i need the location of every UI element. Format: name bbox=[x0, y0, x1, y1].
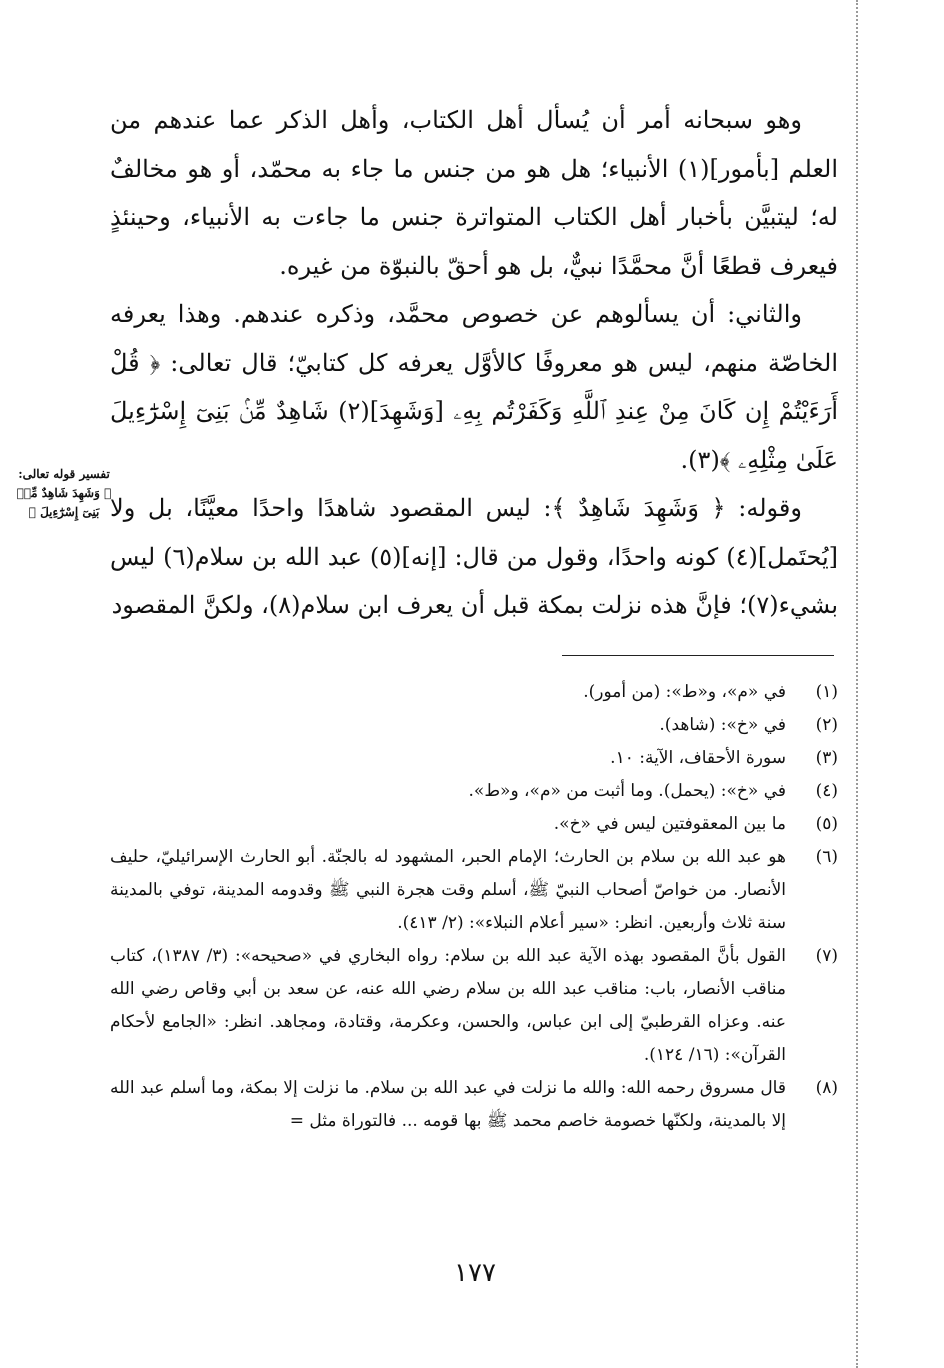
footnote-number: (٢) bbox=[815, 715, 838, 735]
footnote-text: القول بأنَّ المقصود بهذه الآية عبد الله بن سلام: رواه البخاري في «صحيحه»: (٣/ ١٣٨٧)، كتاب مناقب الأنصار، باب: مناقب عبد الله بن سلام رضي الله عنه، عن سعد بن أبي وقاص رضي الله عنه. وعزاه القرطبيّ إلى ابن عباس، والحسن، وعكرمة، وقتادة، ومجاهد. انظر: «الجامع لأحكام القرآن»: (١٦/ ١٢٤). bbox=[110, 946, 786, 1065]
footnote-number: (٣) bbox=[815, 748, 838, 768]
footnote-number: (١) bbox=[815, 682, 838, 702]
footnote-text: في «خ»: (شاهد). bbox=[659, 715, 786, 735]
footnote-item bbox=[110, 775, 838, 808]
footnote-number: (٧) bbox=[815, 946, 838, 966]
footnote-item bbox=[110, 676, 838, 709]
footnote-item bbox=[110, 742, 838, 775]
footnotes-list bbox=[110, 676, 838, 1138]
footnote-item bbox=[110, 709, 838, 742]
footnote-text: في «م»، و«ط»: (من أمور). bbox=[583, 682, 786, 702]
paragraph-2: والثاني: أن يسألوهم عن خصوص محمَّد، وذكره عندهم. وهذا يعرفه الخاصّة منهم، ليس هو معروفًا كالأوَّل يعرفه كل كتابيّ؛ قال تعالى: ﴿ قُلْ أَرَءَيْتُمْ إِن كَانَ مِنْ عِندِ ٱللَّهِ وَكَفَرْتُم بِهِۦ [وَشَهِدَ](٢) شَاهِدٌ مِّنۢ بَنِىٓ إِسْرَٰٓءِيلَ عَلَىٰ مِثْلِهِۦ ﴾(٣). bbox=[110, 300, 838, 474]
paragraph-3: وقوله: ﴿ وَشَهِدَ شَاهِدٌ ﴾: ليس المقصود شاهدًا واحدًا معيَّنًا، بل ولا [يُحتَمل](٤) كونه واحدًا، وقول من قال: [إنه](٥) عبد الله بن سلام(٦) ليس بشيء(٧)؛ فإنَّ هذه نزلت بمكة قبل أن يعرف ابن سلام(٨)، ولكنَّ المقصود bbox=[110, 494, 839, 619]
page-number: ١٧٧ bbox=[454, 1258, 496, 1288]
footnote-number: (٥) bbox=[815, 814, 838, 834]
footnote-text: سورة الأحقاف، الآية: ١٠. bbox=[610, 748, 786, 768]
footnote-text: هو عبد الله بن سلام بن الحارث؛ الإمام الحبر، المشهود له بالجنّة. أبو الحارث الإسرائيليّ، حليف الأنصار. من خواصّ أصحاب النبيّ ﷺ، أسلم وقت هجرة النبي ﷺ وقدومه المدينة، توفي بالمدينة سنة ثلاث وأربعين. انظر: «سير أعلام النبلاء»: (٢/ ٤١٣). bbox=[110, 847, 786, 933]
footnote-item bbox=[110, 841, 838, 940]
page-edge-dotted-line bbox=[856, 0, 858, 1368]
footnote-item bbox=[110, 940, 838, 1072]
footnote-number: (٨) bbox=[815, 1078, 838, 1098]
footnote-text: ما بين المعقوفتين ليس في «خ». bbox=[553, 814, 786, 834]
footnote-item bbox=[110, 1072, 838, 1138]
main-text bbox=[110, 96, 838, 630]
margin-note: تفسير قوله تعالى: ﴿ وَشَهِدَ شَاهِدٌ مِّنۢ بَنِىٓ إِسْرَٰٓءِيلَ ﴾ bbox=[16, 467, 112, 519]
footnote-divider bbox=[562, 655, 834, 656]
footnote-number: (٦) bbox=[815, 847, 838, 867]
paragraph-1: وهو سبحانه أمر أن يُسأل أهل الكتاب، وأهل الذكر عما عندهم من العلم [بأمور](١) الأنبياء؛ هل هو من جنس ما جاء به محمّد، أو هو مخالفٌ له؛ ليتبيَّن بأخبار أهل الكتاب المتواترة جنس ما جاءت به الأنبياء، وحينئذٍ فيعرف قطعًا أنَّ محمَّدًا نبيٌّ، بل هو أحقّ بالنبوّة من غيره. bbox=[110, 106, 839, 280]
footnote-item bbox=[110, 808, 838, 841]
footnote-number: (٤) bbox=[815, 781, 838, 801]
footnote-text: في «خ»: (يحمل). وما أثبت من «م»، و«ط». bbox=[468, 781, 786, 801]
footnote-text: قال مسروق رحمه الله: والله ما نزلت في عبد الله بن سلام. ما نزلت إلا بمكة، وما أسلم عبد الله إلا بالمدينة، ولكنّها خصومة خاصم محمد ﷺ بها قومه ... فالتوراة مثل = bbox=[110, 1078, 786, 1131]
